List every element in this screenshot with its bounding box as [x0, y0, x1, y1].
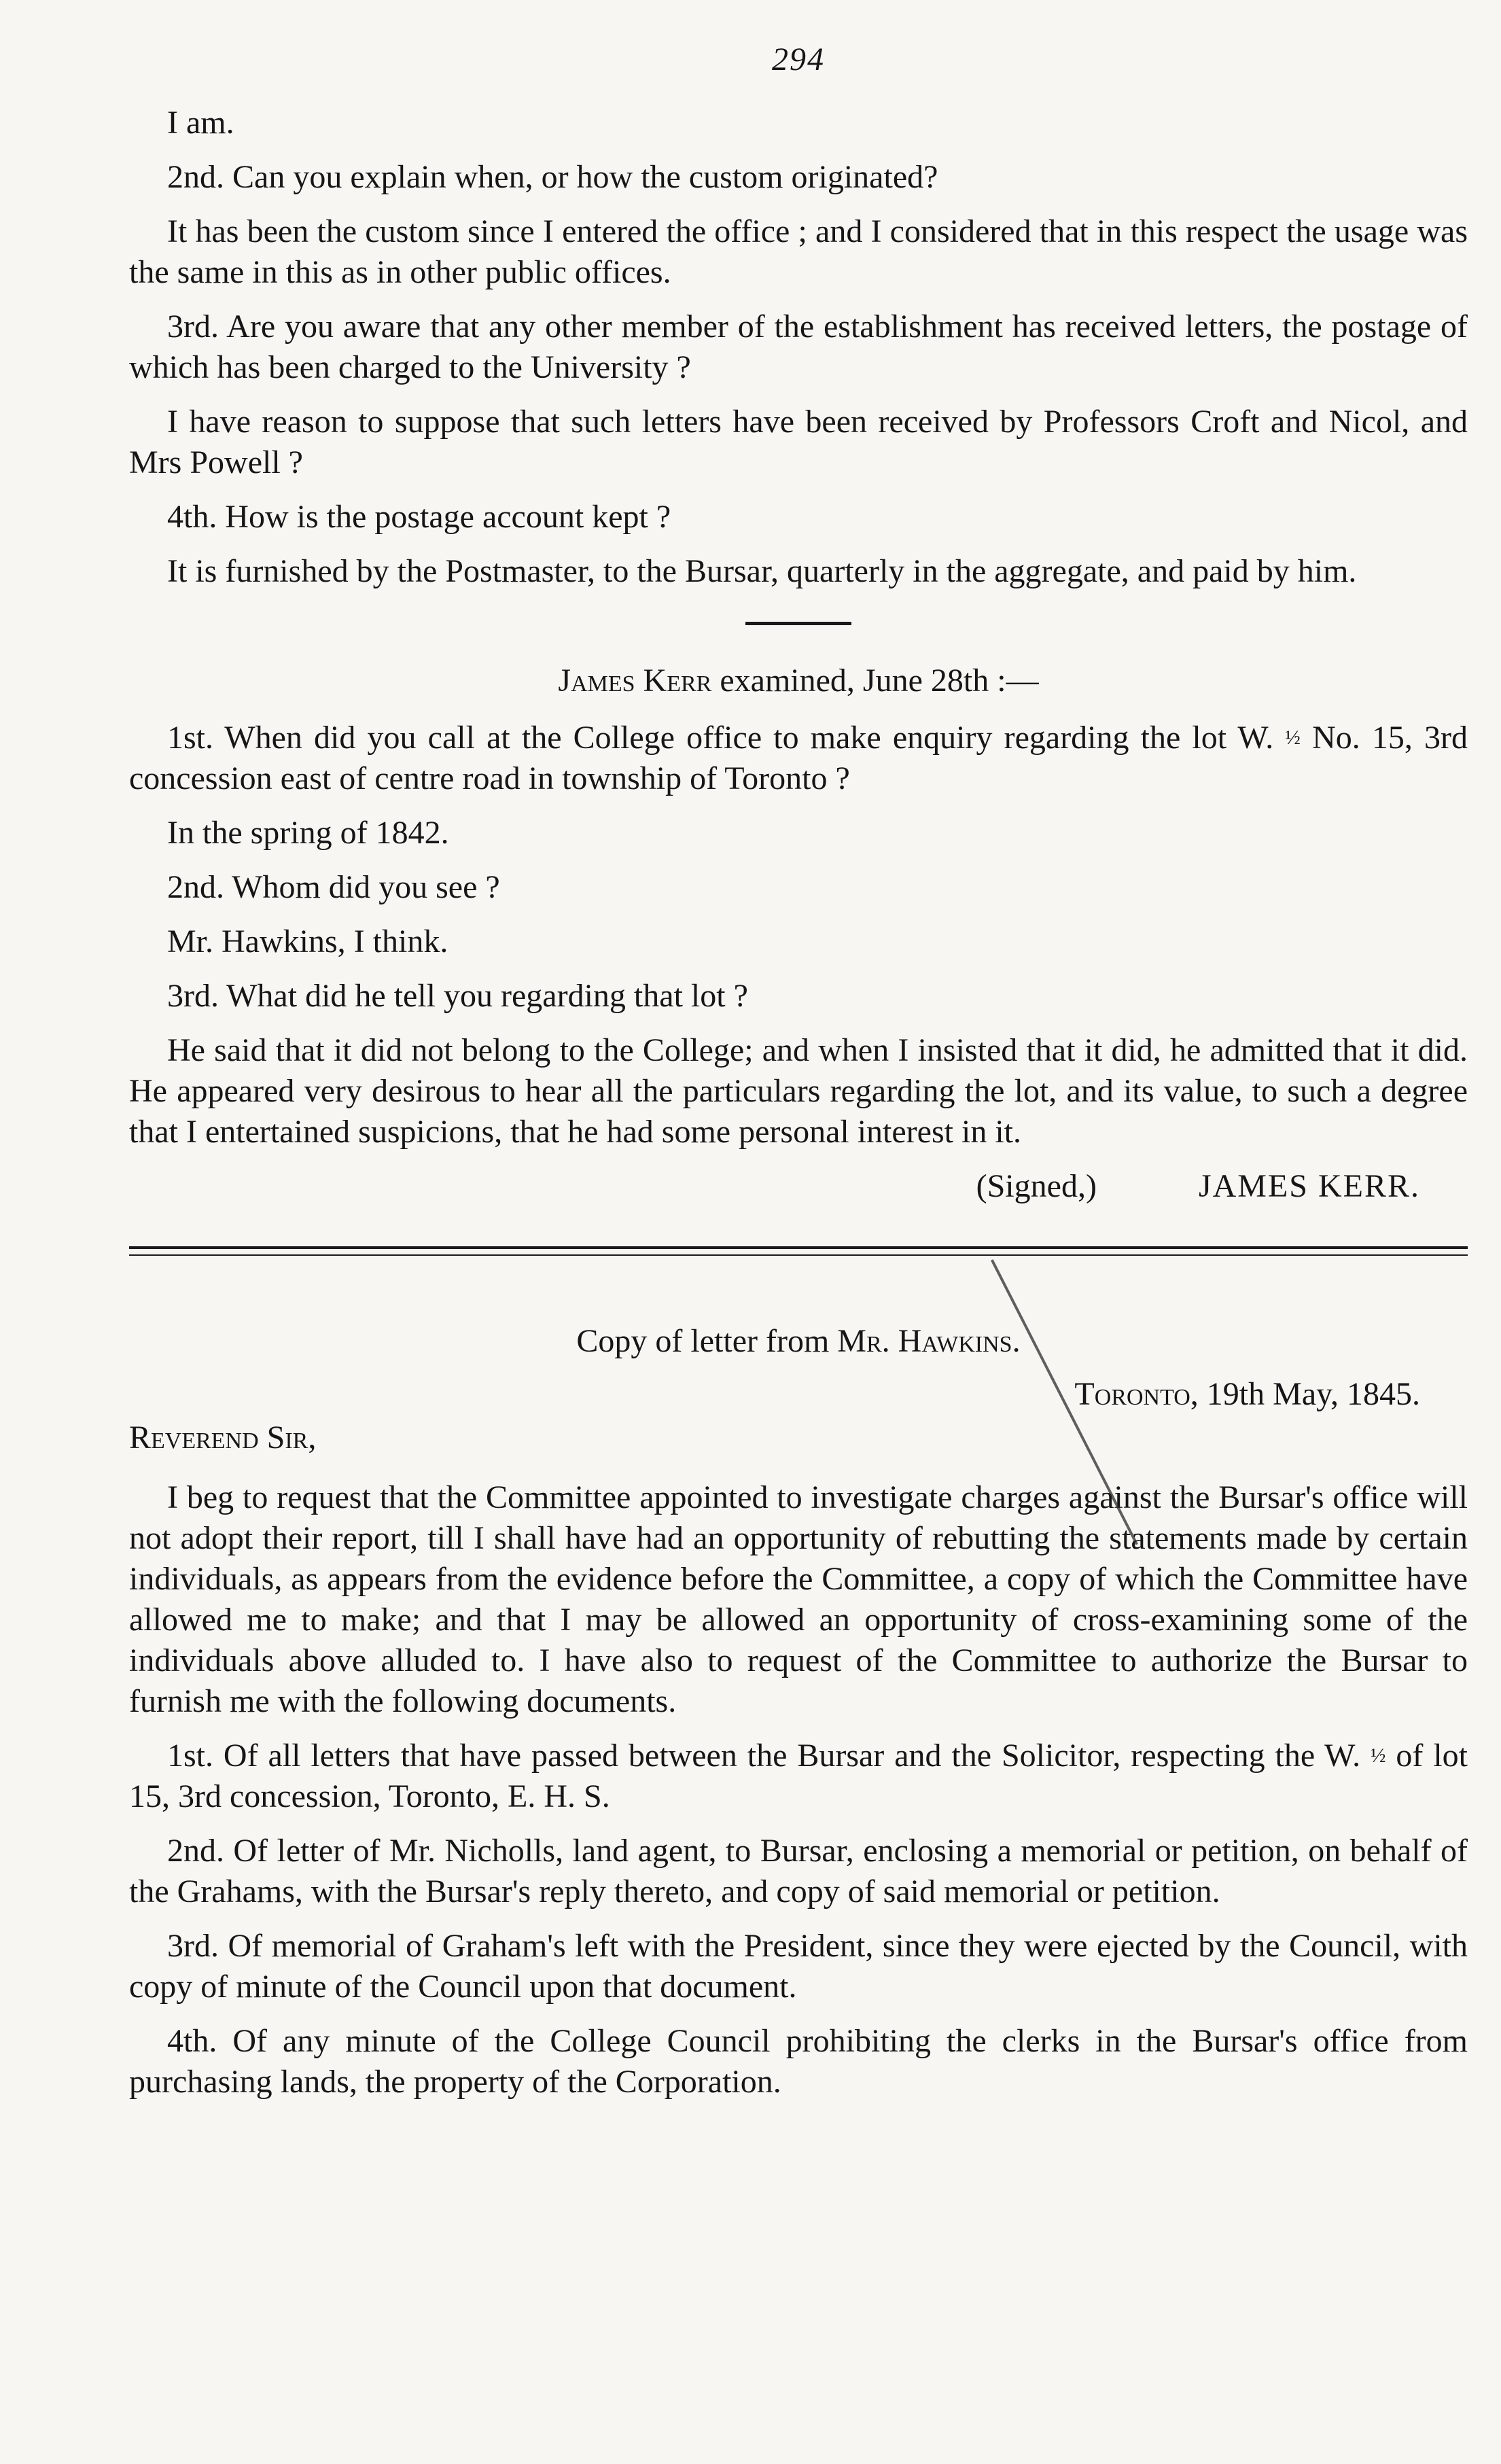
answer-paragraph: He said that it did not belong to the College; and when I insisted that it did, he admitted that it did. He appeared very desirous to hear all the particulars regarding the lot, and its value, to such a degree that I entertained suspicions, that he had some personal interest in it. — [129, 1032, 1468, 1150]
examination-date: examined, June 28th :— — [711, 663, 1039, 699]
fraction-half: ½ — [1371, 1744, 1386, 1767]
letter-salutation: Reverend Sir, — [129, 1420, 317, 1456]
hawkins-letter — [129, 1321, 1468, 2102]
question-paragraph: 3rd. What did he tell you regarding that lot ? — [167, 978, 748, 1014]
answer-paragraph: I am. — [167, 105, 234, 141]
page-number: 294 — [772, 41, 825, 77]
letter-heading: Copy of letter from Mr. Hawkins. — [576, 1323, 1021, 1359]
document-request-item: 4th. Of any minute of the College Council prohibiting the clerks in the Bursar's office from purchasing lands, the property of the Corporation. — [129, 2023, 1468, 2100]
fraction-half: ½ — [1285, 726, 1301, 749]
answer-paragraph: I have reason to suppose that such letters have been received by Professors Croft and Nicol, and Mrs Powell ? — [129, 404, 1468, 480]
question-paragraph: 4th. How is the postage account kept ? — [167, 499, 671, 535]
signed-label: (Signed,) — [976, 1168, 1097, 1204]
letter-body: I beg to request that the Committee appointed to investigate charges against the Bursar's office will not adopt their report, till I shall have had an opportunity of rebutting the statements made by certain individuals, as appears from the evidence before the Committee, a copy of which the Committee have allowed me to make; and that I may be allowed an opportunity of cross-examining some of the individuals above alluded to. I have also to request of the Committee to authorize the Bursar to furnish me with the following documents. — [129, 1479, 1468, 1719]
kerr-examination — [129, 661, 1468, 1207]
answer-paragraph: In the spring of 1842. — [167, 815, 449, 851]
letter-author: Mr. Hawkins. — [837, 1323, 1021, 1359]
document-page — [129, 41, 1468, 2116]
answer-paragraph: It is furnished by the Postmaster, to the Bursar, quarterly in the aggregate, and paid by him. — [167, 553, 1357, 589]
examination-heading — [129, 661, 1468, 701]
letter-date: , 19th May, 1845. — [1190, 1376, 1420, 1412]
document-request-item: 1st. Of all letters that have passed between the Bursar and the Solicitor, respecting the W. ½ of lot 15, 3rd concession, Toronto, E. H. S. — [129, 1738, 1468, 1814]
signature-line — [129, 1166, 1420, 1207]
answer-paragraph: It has been the custom since I entered the office ; and I considered that in this respect the usage was the same in this as in other public offices. — [129, 213, 1468, 290]
question-paragraph: 1st. When did you call at the College office to make enquiry regarding the lot W. ½ No. 15, 3rd concession east of centre road in township of Toronto ? — [129, 720, 1468, 796]
letter-place: Toronto — [1074, 1376, 1190, 1412]
double-rule-divider — [129, 1246, 1468, 1256]
signature-name: JAMES KERR. — [1198, 1168, 1420, 1204]
section-divider — [745, 622, 851, 625]
question-paragraph: 2nd. Whom did you see ? — [167, 869, 500, 905]
document-request-item: 3rd. Of memorial of Graham's left with the President, since they were ejected by the Council, with copy of minute of the Council upon that document. — [129, 1928, 1468, 2005]
witness-name: James Kerr — [558, 663, 712, 699]
answer-paragraph: Mr. Hawkins, I think. — [167, 923, 448, 960]
letter-dateline — [129, 1374, 1420, 1415]
question-paragraph: 3rd. Are you aware that any other member of the establishment has received letters, the postage of which has been charged to the University ? — [129, 309, 1468, 385]
question-paragraph: 2nd. Can you explain when, or how the custom originated? — [167, 159, 938, 195]
document-request-item: 2nd. Of letter of Mr. Nicholls, land agent, to Bursar, enclosing a memorial or petition, on behalf of the Grahams, with the Bursar's reply thereto, and copy of said memorial or petition. — [129, 1833, 1468, 1909]
testimony-continuation — [129, 103, 1468, 592]
